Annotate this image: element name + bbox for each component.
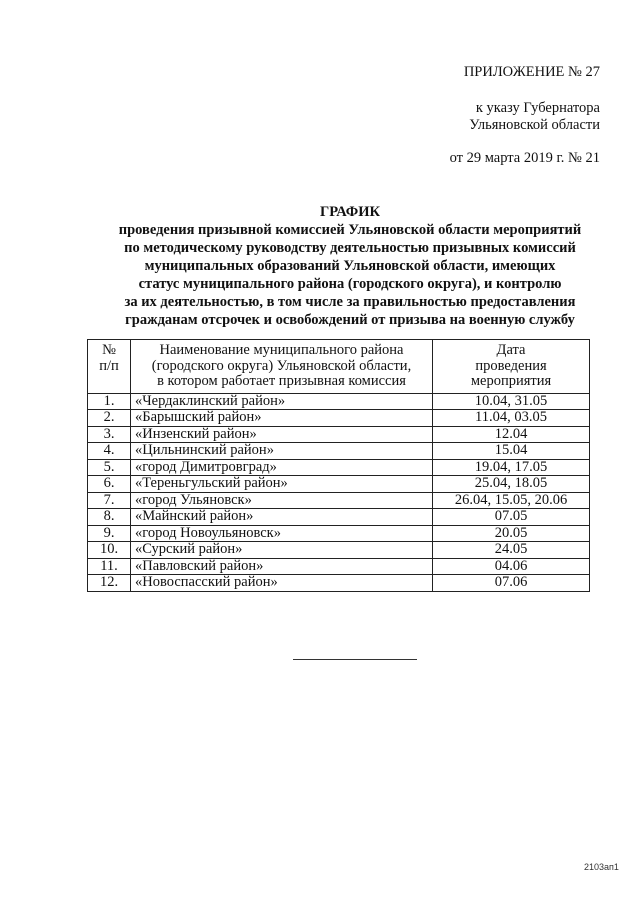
closing-divider [293, 659, 417, 660]
row-municipality: «Новоспасский район» [131, 575, 433, 592]
document-title [60, 203, 640, 329]
row-date: 12.04 [433, 426, 590, 443]
table-row [88, 426, 590, 443]
appendix-reference-line2: Ульяновской области [469, 117, 600, 133]
appendix-reference [469, 100, 600, 134]
row-number: 12. [88, 575, 131, 592]
row-number: 5. [88, 459, 131, 476]
row-municipality: «Тереньгульский район» [131, 476, 433, 493]
table-row [88, 558, 590, 575]
table-row [88, 492, 590, 509]
row-municipality: «город Новоульяновск» [131, 525, 433, 542]
schedule-table [87, 339, 590, 592]
row-municipality: «Цильнинский район» [131, 443, 433, 460]
row-date: 10.04, 31.05 [433, 393, 590, 410]
row-number: 9. [88, 525, 131, 542]
row-municipality: «Чердаклинский район» [131, 393, 433, 410]
header-date-line2: проведения [475, 357, 547, 374]
header-municipality [131, 340, 433, 394]
header-date [433, 340, 590, 394]
row-municipality: «Майнский район» [131, 509, 433, 526]
header-number [88, 340, 131, 394]
row-date: 15.04 [433, 443, 590, 460]
document-subtitle-line: за их деятельностью, в том числе за правильностью предоставления [124, 294, 576, 310]
document-heading: ГРАФИК [319, 204, 381, 220]
row-date: 07.06 [433, 575, 590, 592]
header-municipality-line2: (городского округа) Ульяновской области, [151, 357, 412, 374]
document-subtitle-line: по методическому руководству деятельностью призывных комиссий [124, 240, 576, 256]
row-date: 07.05 [433, 509, 590, 526]
row-municipality: «Павловский район» [131, 558, 433, 575]
table-row [88, 509, 590, 526]
document-subtitle-line: гражданам отсрочек и освобождений от призыва на военную службу [125, 312, 575, 328]
row-date: 26.04, 15.05, 20.06 [433, 492, 590, 509]
row-number: 6. [88, 476, 131, 493]
table-row [88, 410, 590, 427]
table-row [88, 525, 590, 542]
table-row [88, 476, 590, 493]
row-municipality: «город Димитровград» [131, 459, 433, 476]
row-date: 24.05 [433, 542, 590, 559]
row-date: 19.04, 17.05 [433, 459, 590, 476]
row-number: 8. [88, 509, 131, 526]
header-number-line2: п/п [99, 357, 119, 374]
row-number: 3. [88, 426, 131, 443]
row-municipality: «Барышский район» [131, 410, 433, 427]
appendix-date: от 29 марта 2019 г. № 21 [449, 150, 600, 166]
appendix-title: ПРИЛОЖЕНИЕ № 27 [463, 64, 600, 80]
document-subtitle-line: муниципальных образований Ульяновской области, имеющих [144, 258, 556, 274]
row-municipality: «Инзенский район» [131, 426, 433, 443]
row-date: 20.05 [433, 525, 590, 542]
table-row [88, 443, 590, 460]
document-subtitle-line: проведения призывной комиссией Ульяновской области мероприятий [118, 222, 582, 238]
row-date: 04.06 [433, 558, 590, 575]
header-date-line3: мероприятия [470, 373, 552, 389]
row-number: 1. [88, 393, 131, 410]
row-municipality: «город Ульяновск» [131, 492, 433, 509]
row-number: 2. [88, 410, 131, 427]
row-number: 4. [88, 443, 131, 460]
table-row [88, 459, 590, 476]
footer-document-code: 2103ап1 [584, 862, 619, 872]
row-number: 11. [88, 558, 131, 575]
header-number-line1: № [102, 342, 116, 358]
row-number: 7. [88, 492, 131, 509]
row-date: 11.04, 03.05 [433, 410, 590, 427]
header-date-line1: Дата [496, 342, 526, 358]
appendix-reference-line1: к указу Губернатора [475, 100, 600, 116]
header-municipality-line1: Наименование муниципального района [159, 342, 404, 358]
header-municipality-line3: в котором работает призывная комиссия [157, 373, 406, 389]
document-subtitle-line: статус муниципального района (городского округа), и контролю [138, 276, 562, 292]
row-date: 25.04, 18.05 [433, 476, 590, 493]
table-row [88, 575, 590, 592]
table-row [88, 393, 590, 410]
table-header-row [88, 340, 590, 394]
row-number: 10. [88, 542, 131, 559]
row-municipality: «Сурский район» [131, 542, 433, 559]
table-row [88, 542, 590, 559]
